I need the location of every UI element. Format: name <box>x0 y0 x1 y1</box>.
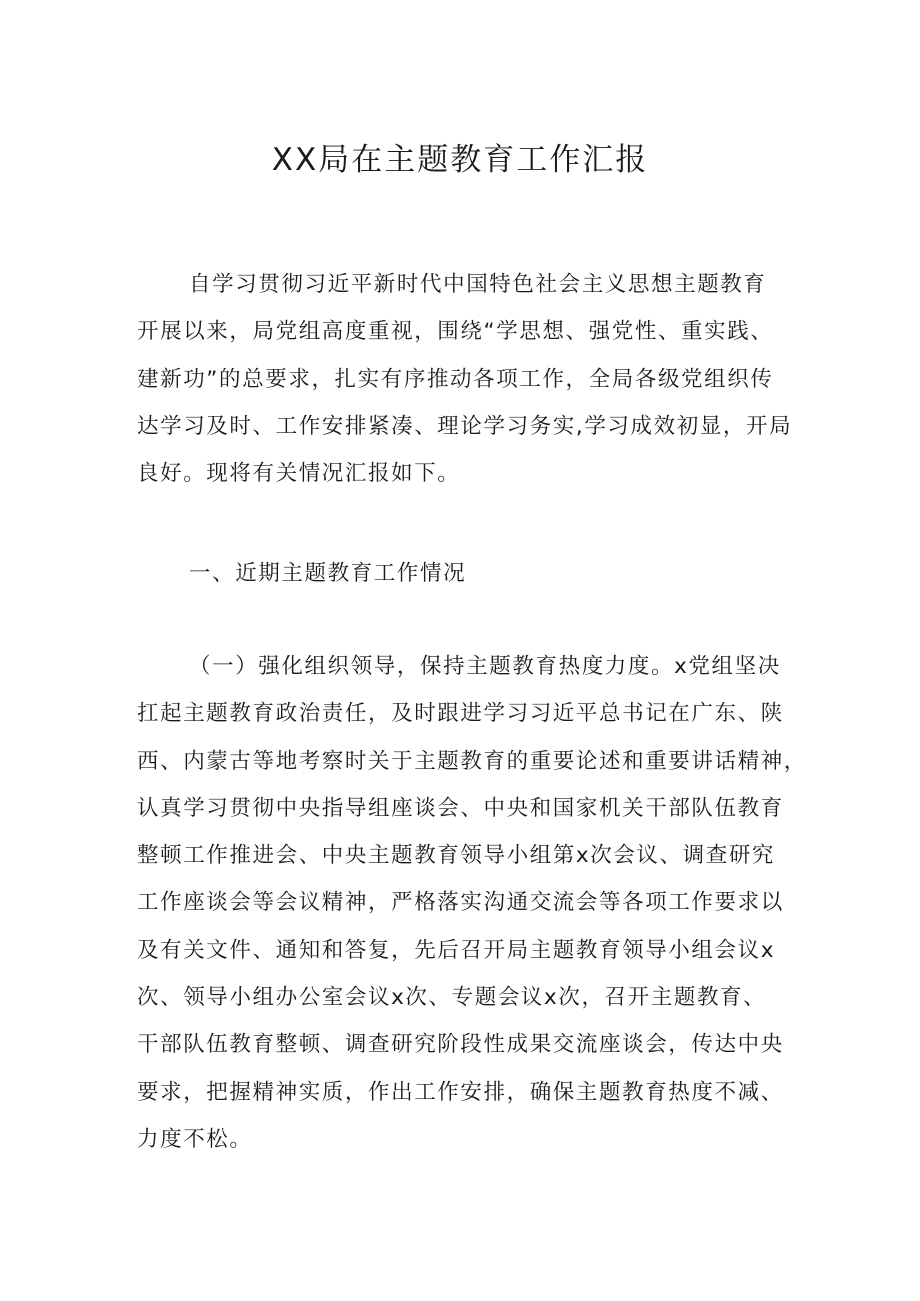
subsection-line: 认真学习贯彻中央指导组座谈会、中央和国家机关干部队伍教育 <box>137 795 784 821</box>
subsection-line: 及有关文件、通知和答复，先后召开局主题教育领导小组会议x <box>137 937 776 963</box>
subsection-line: 整顿工作推进会、中央主题教育领导小组第x次会议、调查研究 <box>137 843 776 869</box>
intro-line: 开展以来，局党组高度重视，围绕“学思想、强党性、重实践、 <box>137 319 774 345</box>
intro-line: 自学习贯彻习近平新时代中国特色社会主义思想主题教育 <box>189 272 767 297</box>
subsection-line: 扛起主题教育政治责任，及时跟进学习习近平总书记在广东、陕 <box>137 701 784 727</box>
intro-line: 达学习及时、工作安排紧凑、理论学习务实,学习成效初显，开局 <box>137 413 793 439</box>
intro-line: 建新功”的总要求，扎实有序推动各项工作，全局各级党组织传 <box>137 366 774 392</box>
intro-line: 良好。现将有关情况汇报如下。 <box>137 461 461 487</box>
document-title: XX局在主题教育工作汇报 <box>271 142 649 178</box>
subsection-line: （一）强化组织领导，保持主题教育热度力度。x党组坚决 <box>189 654 781 679</box>
subsection-line: 要求，把握精神实质，作出工作安排，确保主题教育热度不减、 <box>137 1079 784 1105</box>
subsection-line: 次、领导小组办公室会议x次、专题会议x次，召开主题教育、 <box>137 985 767 1011</box>
subsection-line: 力度不松。 <box>137 1126 253 1152</box>
subsection-line: 工作座谈会等会议精神，严格落实沟通交流会等各项工作要求以 <box>137 890 784 916</box>
subsection-line: 西、内蒙古等地考察时关于主题教育的重要论述和重要讲话精神， <box>137 748 807 774</box>
section-heading: 一、近期主题教育工作情况 <box>189 561 467 586</box>
intro-paragraph <box>137 261 793 497</box>
subsection-line: 干部队伍教育整顿、调查研究阶段性成果交流座谈会，传达中央 <box>137 1032 784 1058</box>
subsection-paragraph <box>137 643 807 1163</box>
